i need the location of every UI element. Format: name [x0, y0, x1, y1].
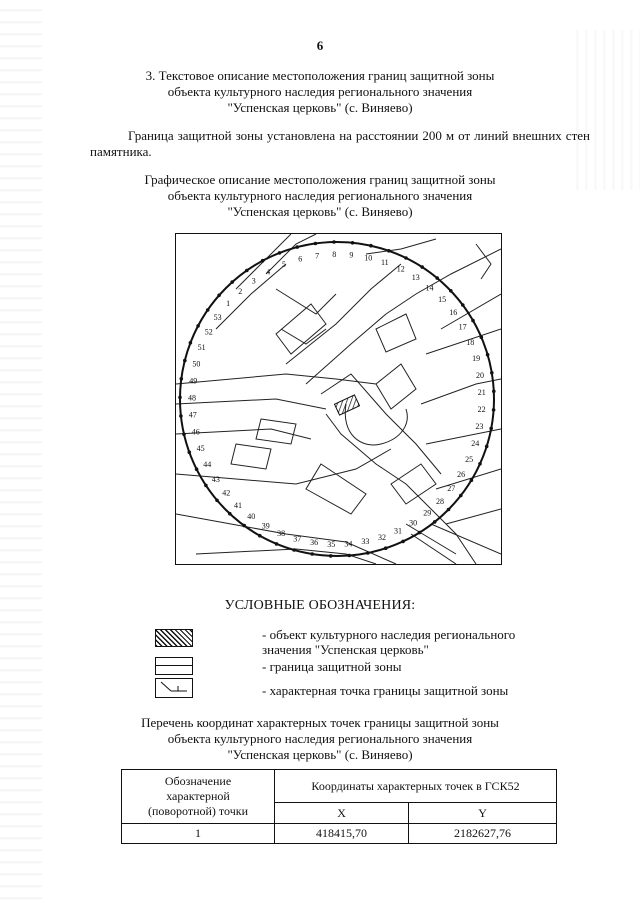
boundary-point-marker	[228, 512, 232, 516]
boundary-point-label: 44	[203, 459, 212, 469]
boundary-point-marker	[178, 396, 182, 400]
boundary-point-label: 26	[457, 470, 466, 479]
boundary-point-marker	[384, 546, 388, 550]
boundary-point-label: 42	[222, 488, 231, 498]
boundary-point-label: 36	[310, 538, 319, 548]
boundary-point-marker	[461, 303, 465, 307]
boundary-point-marker	[314, 242, 318, 246]
boundary-point-marker	[492, 408, 496, 412]
section-3-paragraph: Граница защитной зоны установлена на расстоянии 200 м от линий внешних стен памятника.	[90, 128, 590, 159]
boundary-point-label: 48	[188, 393, 196, 403]
boundary-point-label: 25	[465, 454, 474, 464]
boundary-point-label: 16	[449, 308, 458, 318]
boundary-point-marker	[435, 276, 439, 280]
cell-point: 1	[122, 824, 275, 844]
boundary-point-label: 38	[277, 528, 286, 538]
boundary-point-marker	[329, 554, 333, 558]
boundary-point-label: 24	[471, 438, 480, 448]
boundary-point-label: 34	[344, 539, 353, 549]
boundary-point-label: 20	[476, 370, 484, 380]
boundary-point-marker	[295, 245, 299, 249]
boundary-point-marker	[478, 462, 482, 466]
boundary-point-label: 7	[315, 251, 320, 261]
boundary-point-marker	[292, 548, 296, 552]
col-header-coordinates: Координаты характерных точек в ГСК52	[275, 770, 557, 803]
boundary-point-marker	[230, 280, 234, 284]
col-header-x: X	[275, 803, 409, 824]
boundary-point-label: 15	[438, 295, 447, 305]
boundary-point-label: 31	[394, 526, 402, 536]
boundary-point-marker	[196, 324, 200, 328]
boundary-point-marker	[188, 450, 192, 454]
point-marker-icon	[156, 679, 192, 697]
boundary-point-marker	[179, 414, 183, 418]
boundary-point-label: 33	[361, 537, 370, 547]
boundary-point-marker	[348, 554, 352, 558]
boundary-point-marker	[195, 467, 199, 471]
boundary-point-label: 5	[281, 260, 286, 270]
boundary-point-marker	[369, 244, 373, 248]
legend-heritage-label: - объект культурного наследия регионального значения "Успенская церковь"	[262, 627, 516, 657]
legend-heritage-swatch	[155, 629, 193, 647]
boundary-point-marker	[310, 552, 314, 556]
boundary-point-marker	[332, 240, 336, 244]
boundary-point-label: 49	[189, 376, 198, 386]
boundary-point-label: 30	[409, 518, 418, 528]
boundary-point-marker	[278, 251, 282, 255]
boundary-point-marker	[459, 494, 463, 498]
scan-noise-left	[0, 0, 42, 905]
cell-y: 2182627,76	[409, 824, 557, 844]
boundary-point-label: 32	[378, 532, 386, 542]
map-drawing	[176, 234, 501, 564]
cell-x: 418415,70	[275, 824, 409, 844]
boundary-point-marker	[215, 499, 219, 503]
boundary-point-label: 29	[423, 508, 432, 518]
table-row	[122, 824, 557, 844]
boundary-point-label: 11	[380, 258, 389, 268]
boundary-point-marker	[485, 445, 489, 449]
boundary-point-label: 12	[396, 264, 405, 274]
boundary-point-label: 43	[211, 474, 220, 484]
boundary-point-label: 6	[298, 254, 303, 264]
boundary-point-marker	[366, 551, 370, 555]
boundary-point-marker	[447, 508, 451, 512]
boundary-point-label: 47	[188, 410, 197, 420]
boundary-point-label: 39	[261, 521, 270, 531]
boundary-point-marker	[471, 319, 475, 323]
coordinates-list-heading: Перечень координат характерных точек границы защитной зоны объекта культурного наследия регионального значения "Успенская церковь" (с. Виняево)	[141, 715, 499, 762]
protection-zone-map	[175, 233, 502, 565]
boundary-point-label: 41	[234, 501, 242, 510]
boundary-point-marker	[180, 377, 184, 381]
legend-title: УСЛОВНЫЕ ОБОЗНАЧЕНИЯ:	[224, 598, 416, 613]
boundary-point-label: 27	[447, 484, 456, 494]
boundary-point-label: 4	[266, 267, 271, 277]
boundary-point-label: 53	[213, 312, 222, 322]
boundary-point-label: 37	[293, 534, 302, 544]
boundary-point-label: 46	[191, 427, 200, 437]
boundary-point-marker	[433, 520, 437, 524]
col-header-point: Обозначение характерной (поворотной) точки	[122, 770, 275, 824]
legend-zone-swatch	[155, 657, 193, 675]
boundary-point-label: 19	[472, 354, 481, 364]
boundary-point-label: 22	[477, 405, 486, 415]
boundary-point-marker	[490, 371, 494, 375]
boundary-point-marker	[204, 484, 208, 488]
boundary-point-label: 40	[247, 511, 256, 521]
boundary-point-label: 1	[226, 299, 231, 309]
boundary-point-label: 17	[458, 322, 467, 332]
boundary-point-marker	[401, 540, 405, 544]
legend-point-label: - характерная точка границы защитной зоны	[262, 683, 509, 698]
boundary-point-label: 50	[192, 359, 201, 369]
boundary-point-marker	[275, 542, 279, 546]
graphic-description-heading: Графическое описание местоположения границ защитной зоны объекта культурного наследия регионального значения "Успенская церковь" (с. Виняево)	[144, 172, 496, 219]
boundary-point-marker	[470, 478, 474, 482]
boundary-point-label: 23	[475, 422, 484, 432]
boundary-point-label: 8	[332, 250, 337, 259]
boundary-point-marker	[261, 259, 265, 263]
boundary-point-label: 14	[425, 283, 434, 293]
section-3-heading: 3. Текстовое описание местоположения границ защитной зоны объекта культурного наследия регионального значения "Успенская церковь" (с. Виняево)	[145, 68, 495, 115]
boundary-point-marker	[258, 534, 262, 538]
boundary-point-label: 28	[436, 497, 444, 507]
boundary-point-marker	[182, 433, 186, 437]
cadastral-lines	[176, 234, 501, 564]
boundary-point-marker	[206, 308, 210, 312]
boundary-point-label: 52	[204, 327, 213, 337]
boundary-point-label: 2	[238, 287, 243, 296]
boundary-point-marker	[486, 353, 490, 357]
boundary-point-label: 3	[251, 276, 256, 286]
page-number: 6	[316, 38, 324, 53]
boundary-point-label: 35	[327, 539, 336, 549]
boundary-point-marker	[189, 341, 193, 345]
boundary-point-marker	[404, 256, 408, 260]
boundary-point-label: 45	[196, 444, 205, 454]
heritage-object-marker	[334, 395, 359, 415]
boundary-point-label: 9	[349, 250, 354, 260]
boundary-point-marker	[489, 427, 493, 431]
boundary-point-marker	[418, 531, 422, 535]
coordinates-table	[121, 769, 557, 844]
boundary-point-marker	[245, 269, 249, 273]
boundary-point-label: 13	[411, 273, 420, 283]
boundary-point-marker	[217, 294, 221, 298]
boundary-point-label: 51	[197, 343, 206, 353]
boundary-point-marker	[242, 524, 246, 528]
boundary-point-marker	[387, 249, 391, 253]
boundary-point-label: 10	[364, 253, 373, 263]
boundary-point-marker	[420, 265, 424, 269]
legend-point-swatch	[155, 678, 193, 698]
col-header-y: Y	[409, 803, 557, 824]
boundary-point-marker	[480, 335, 484, 339]
legend-zone-label: - граница защитной зоны	[262, 659, 402, 674]
boundary-point-marker	[449, 289, 453, 293]
boundary-point-marker	[351, 241, 355, 245]
boundary-point-marker	[492, 390, 496, 394]
boundary-point-label: 21	[477, 387, 486, 397]
boundary-point-marker	[183, 359, 187, 363]
boundary-point-label: 18	[466, 337, 475, 347]
